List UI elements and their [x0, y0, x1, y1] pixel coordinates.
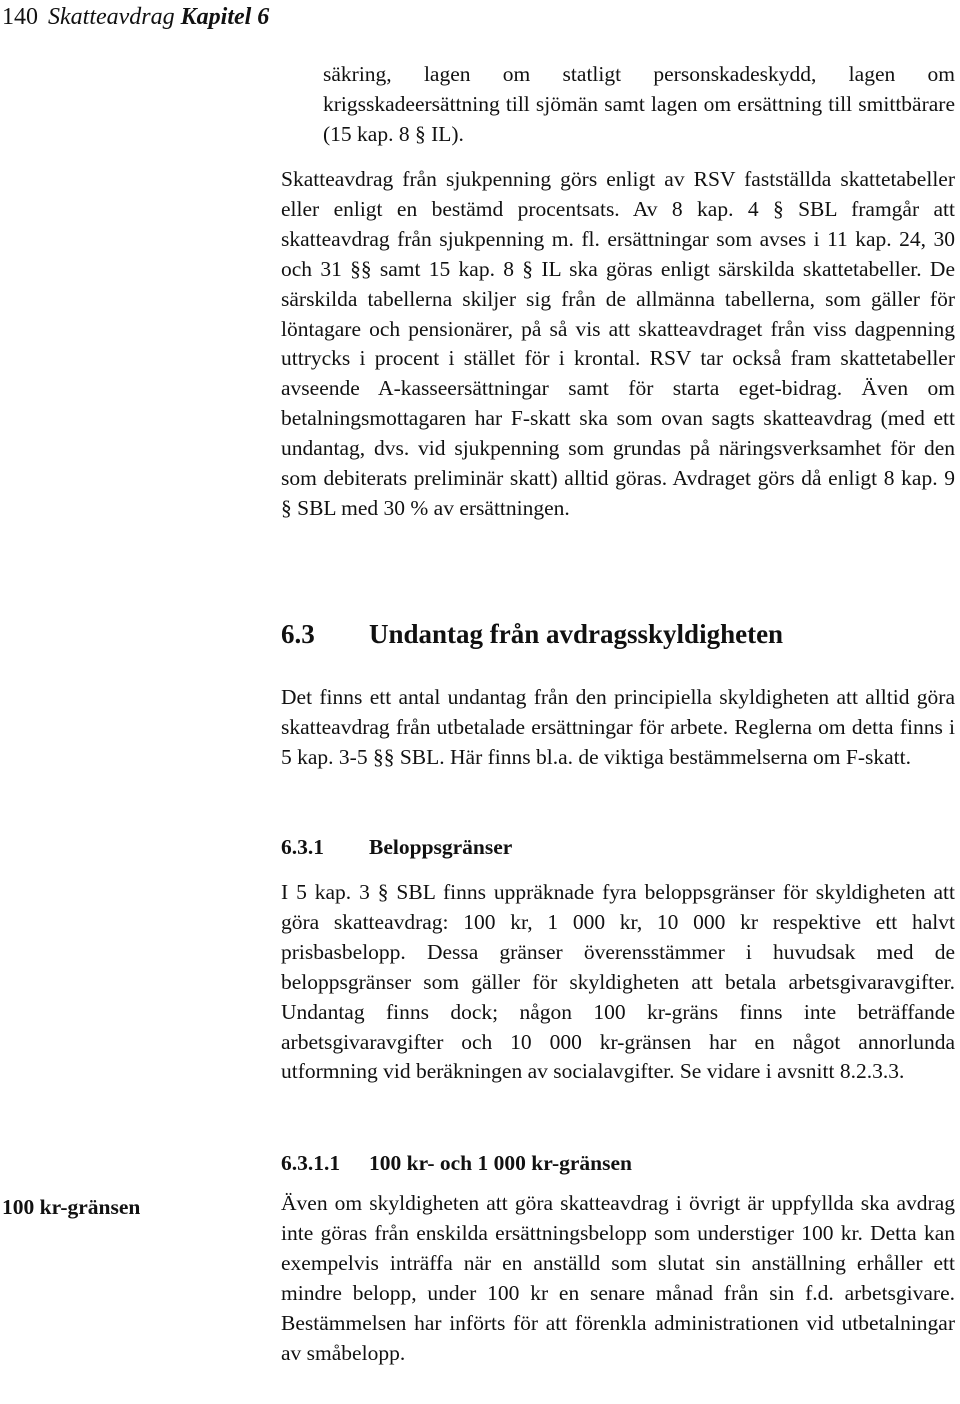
paragraph-beloppsgranser: I 5 kap. 3 § SBL finns uppräknade fyra beloppsgränser för skyldigheten att göra skatteavdrag: 100 kr, 1 000 kr, 10 000 kr respektive ett halvt prisbasbelopp. Dessa gränser överensstämmer i huvudsak med de beloppsgränser som gäller för skyldigheten att betala arbetsgivaravgifter. Undantag finns dock; någon 100 kr-gräns finns inte beträffande arbetsgivaravgifter och 10 000 kr-gränsen har en något annorlunda utformning vid beräkningen av socialavgifter. Se vidare i avsnitt 8.2.3.3.	[281, 880, 955, 1084]
section-heading-6-3	[281, 616, 783, 652]
page-header	[2, 2, 269, 32]
chapter-label: Kapitel 6	[180, 4, 270, 30]
subsection-number: 6.3.1	[281, 835, 324, 859]
section-title: Undantag från avdragsskyldigheten	[369, 619, 784, 649]
subsubsection-title: 100 kr- och 1 000 kr-gränsen	[369, 1151, 632, 1175]
section-number: 6.3	[281, 619, 315, 649]
subsubsection-number: 6.3.1.1	[281, 1151, 341, 1175]
paragraph-continuation: säkring, lagen om statligt personskadeskydd, lagen om krigsskadeersättning till sjömän samt lagen om ersättning till smittbärare (15 kap. 8 § IL).	[323, 62, 955, 146]
paragraph-100kr: Även om skyldigheten att göra skatteavdrag i övrigt är uppfyllda ska avdrag inte göras från enskilda ersättningsbelopp som understiger 100 kr. Detta kan exempelvis inträffa när en anställd som slutat sin anställning erhåller ett mindre belopp, under 100 kr en senare månad från sin f.d. arbetsgivare. Bestämmelsen har införts för att förenkla administrationen vid utbetalningar av småbelopp.	[281, 1191, 955, 1365]
section-heading-6-3-1	[281, 832, 512, 862]
paragraph-undantag: Det finns ett antal undantag från den principiella skyldigheten att alltid göra skatteavdrag från utbetalade ersättningar för arbete. Reglerna om detta finns i 5 kap. 3-5 §§ SBL. Här finns bl.a. de viktiga bestämmelserna om F-skatt.	[281, 685, 955, 769]
margin-note: 100 kr-gränsen	[2, 1195, 141, 1219]
book-title: Skatteavdrag	[48, 4, 175, 30]
paragraph-sjukpenning: Skatteavdrag från sjukpenning görs enligt av RSV fastställda skattetabeller eller enligt en bestämd procentsats. Av 8 kap. 4 § SBL framgår att skatteavdrag från sjukpenning m. fl. ersättningar som avses i 11 kap. 24, 30 och 31 §§ samt 15 kap. 8 § IL ska göras enligt särskilda skattetabeller. De särskilda tabellerna skiljer sig från de allmänna tabellerna, som gäller för löntagare och pensionärer, på så vis att skatteavdraget från viss dagpenning uttrycks i procent i stället för i krontal. RSV tar också fram skattetabeller avseende A-kasseersättningar samt för starta eget-bidrag. Även om betalningsmottagaren har F-skatt ska som ovan sagts skatteavdrag (med ett undantag, dvs. vid sjukpenning som grundas på näringsverksamhet för den som debiterats preliminär skatt) alltid göras. Avdraget görs då enligt 8 kap. 9 § SBL med 30 % av ersättningen.	[281, 167, 955, 520]
section-heading-6-3-1-1	[281, 1148, 632, 1178]
subsection-title: Beloppsgränser	[369, 835, 513, 859]
page-number: 140	[2, 4, 38, 30]
